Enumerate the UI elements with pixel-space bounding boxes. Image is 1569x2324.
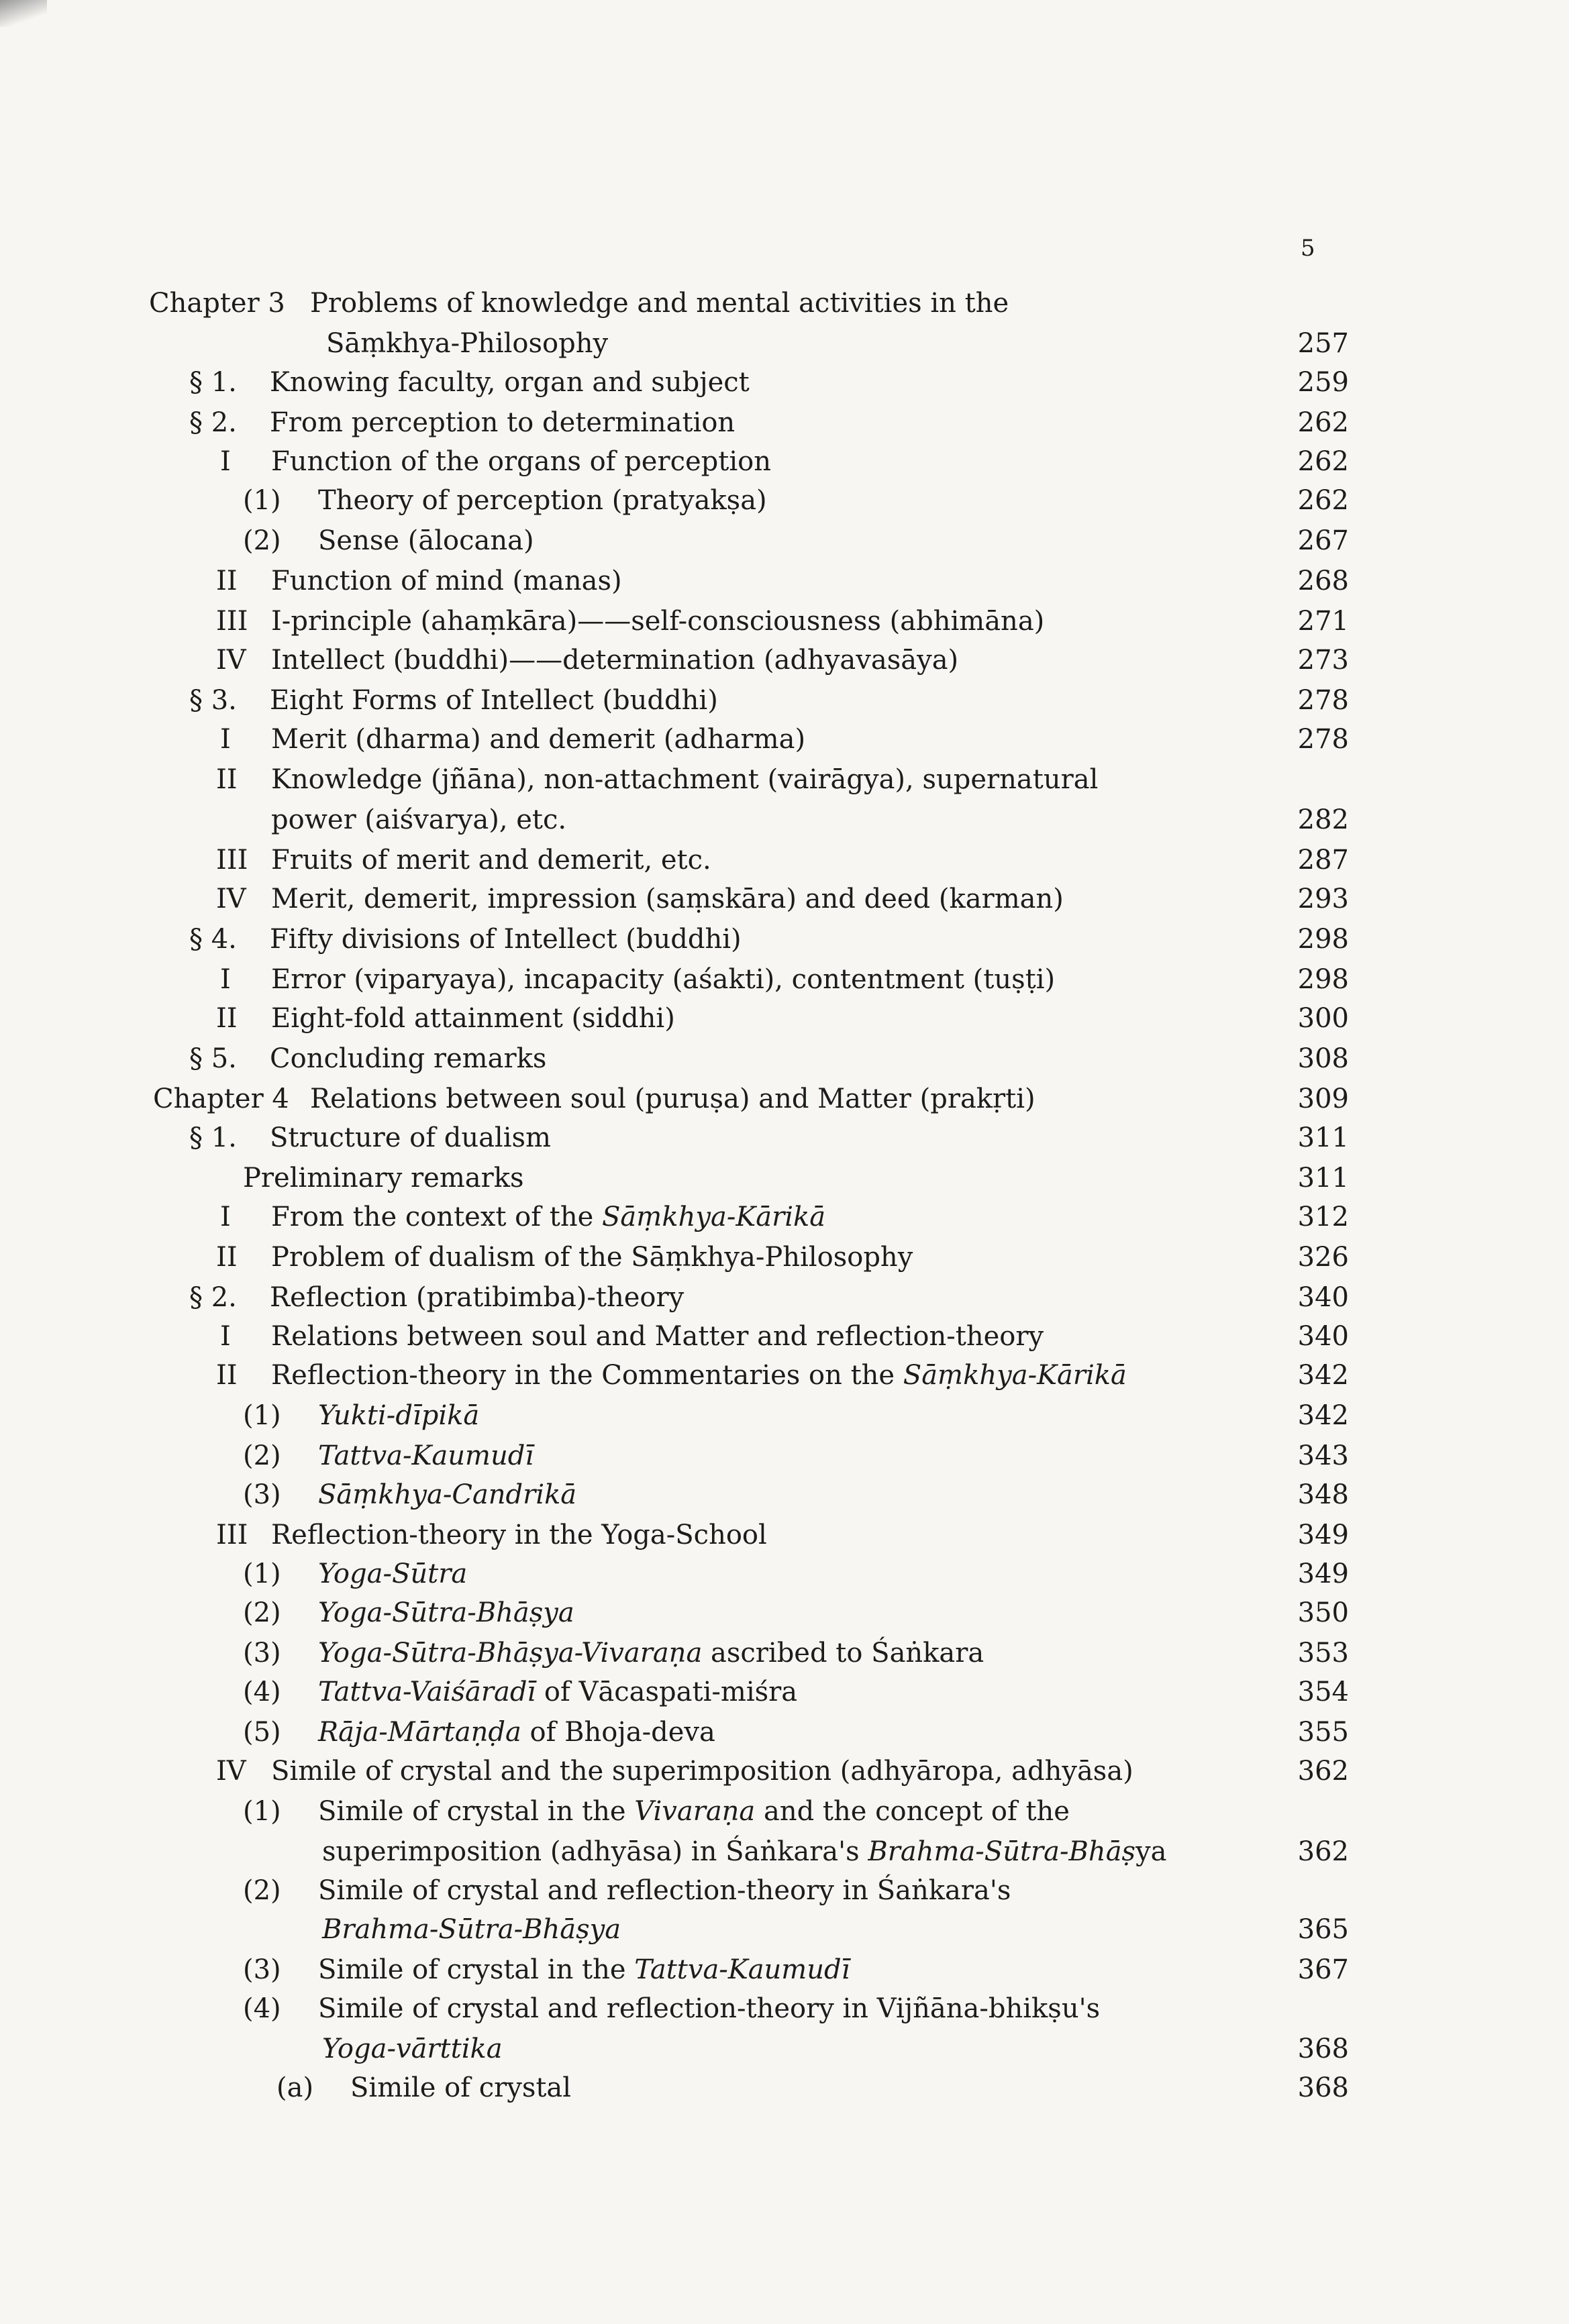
toc-entry — [0, 362, 1569, 403]
toc-entry-page: 311 — [1297, 1122, 1349, 1153]
toc-entry-page: 312 — [1297, 1202, 1349, 1232]
toc-entry-title: Sense (ālocana) — [318, 525, 534, 556]
toc-entry-italic-title: Yoga-Sūtra-Bhāṣya — [318, 1597, 574, 1628]
toc-entry — [0, 1197, 1569, 1237]
toc-entry-title: Reflection (pratibimba)-theory — [270, 1282, 685, 1313]
toc-entry-page: 308 — [1297, 1043, 1349, 1074]
toc-entry-italic-title: Brahma-Sūtra-Bhāṣya — [322, 1914, 621, 1945]
toc-entry-title — [322, 2029, 503, 2069]
toc-entry-page: 257 — [1297, 328, 1349, 359]
toc-entry-marker: § 3. — [189, 685, 237, 716]
toc-entry-italic-title: Yukti-dīpikā — [318, 1400, 480, 1431]
toc-entry-marker: II — [216, 1360, 238, 1391]
toc-entry-page: 282 — [1297, 804, 1349, 835]
toc-entry-marker: II — [216, 1003, 238, 1034]
toc-entry-italic-title: Yoga-Sūtra — [318, 1559, 468, 1589]
toc-entry-italic-title: Tattva-Kaumudī — [634, 1954, 850, 1985]
toc-entry-title: From the context of the Sāṃkhya-Kārikā — [271, 1202, 826, 1232]
toc-entry-marker: § 4. — [189, 924, 237, 955]
toc-entry-page: 262 — [1297, 446, 1349, 477]
toc-entry-marker: § 1. — [189, 1122, 237, 1153]
toc-entry — [0, 879, 1569, 919]
toc-entry-title: Yoga-Sūtra-Bhāṣya-Vivaraṇa ascribed to Śaṅkara — [318, 1638, 984, 1669]
toc-entry-title — [318, 1436, 534, 1476]
toc-entry — [0, 759, 1569, 800]
toc-entry — [0, 2029, 1569, 2069]
toc-entry-marker: III — [216, 1520, 248, 1550]
toc-entry-page: 367 — [1297, 1954, 1349, 1985]
toc-entry — [0, 323, 1569, 364]
toc-entry-marker: § 5. — [189, 1043, 237, 1074]
toc-entry — [0, 840, 1569, 880]
toc-entry-title: Simile of crystal and the superimposition (adhyāropa, adhyāsa) — [271, 1756, 1133, 1787]
toc-entry — [0, 1515, 1569, 1555]
toc-entry-title — [318, 1395, 479, 1436]
toc-entry-italic-title: Yoga-vārttika — [322, 2034, 503, 2064]
toc-entry-title: I-principle (ahaṃkāra)——self-consciousness (abhimāna) — [271, 606, 1045, 637]
toc-entry-marker: IV — [216, 1756, 246, 1787]
toc-entry-marker: I — [220, 724, 231, 755]
toc-entry-page: 342 — [1297, 1360, 1349, 1391]
toc-entry-page: 368 — [1297, 2072, 1349, 2103]
toc-entry — [0, 1395, 1569, 1436]
toc-entry — [0, 1277, 1569, 1318]
toc-entry-marker: Chapter 3 — [149, 288, 285, 319]
toc-entry — [0, 1950, 1569, 1990]
toc-entry — [0, 2068, 1569, 2108]
toc-entry-title: Knowledge (jñāna), non-attachment (vairāgya), supernatural — [271, 764, 1099, 795]
toc-entry-marker: § 2. — [189, 1282, 237, 1313]
toc-entry-page: 309 — [1297, 1084, 1349, 1114]
toc-entry-page: 342 — [1297, 1400, 1349, 1431]
toc-entry-title: power (aiśvarya), etc. — [271, 804, 567, 835]
toc-entry-title: Preliminary remarks — [243, 1163, 524, 1194]
toc-entry-title: Reflection-theory in the Yoga-School — [271, 1520, 767, 1550]
toc-entry-italic-title: Sāṃkhya-Kārikā — [903, 1360, 1127, 1391]
toc-entry-marker: I — [220, 964, 231, 995]
toc-entry-italic-title: Tattva-Kaumudī — [318, 1440, 534, 1471]
toc-entry-marker: (3) — [243, 1638, 281, 1669]
toc-entry-italic-title: Rāja-Mārtaṇḍa — [318, 1717, 521, 1748]
toc-entry-page: 271 — [1297, 606, 1349, 637]
toc-entry-marker: II — [216, 1242, 238, 1273]
toc-entry-marker: II — [216, 566, 238, 596]
toc-entry-page: 340 — [1297, 1282, 1349, 1313]
toc-entry-italic-title: Yoga-Sūtra-Bhāṣya-Vivaraṇa — [318, 1638, 703, 1669]
toc-entry — [0, 1039, 1569, 1079]
toc-entry — [0, 1751, 1569, 1791]
toc-entry — [0, 1554, 1569, 1594]
toc-entry — [0, 1672, 1569, 1712]
toc-entry-title: Intellect (buddhi)——determination (adhyavasāya) — [271, 645, 959, 676]
toc-entry-page: 267 — [1297, 525, 1349, 556]
toc-entry-marker: § 1. — [189, 367, 237, 398]
toc-entry-title: Structure of dualism — [270, 1122, 551, 1153]
toc-entry — [0, 480, 1569, 521]
toc-entry-page: 362 — [1297, 1836, 1349, 1867]
toc-entry — [0, 1832, 1569, 1872]
toc-entry-italic-title: Tattva-Vaiśāradī — [318, 1677, 536, 1707]
toc-entry — [0, 800, 1569, 840]
toc-entry-page: 349 — [1297, 1520, 1349, 1550]
toc-entry-marker: (1) — [243, 1796, 281, 1827]
toc-entry-page: 278 — [1297, 724, 1349, 755]
toc-entry-title: Simile of crystal in the Tattva-Kaumudī — [318, 1954, 850, 1985]
toc-entry-marker: (3) — [243, 1954, 281, 1985]
toc-entry-title: From perception to determination — [270, 407, 736, 438]
toc-entry-page: 340 — [1297, 1321, 1349, 1352]
toc-entry-title: Fifty divisions of Intellect (buddhi) — [270, 924, 742, 955]
toc-entry-title: Error (viparyaya), incapacity (aśakti), contentment (tuṣṭi) — [271, 964, 1056, 995]
toc-entry — [0, 959, 1569, 1000]
toc-entry-marker: (2) — [243, 1440, 281, 1471]
toc-entry-marker: (2) — [243, 1597, 281, 1628]
toc-entry-marker: I — [220, 446, 231, 477]
toc-entry-marker: (2) — [243, 525, 281, 556]
toc-entry-page: 326 — [1297, 1242, 1349, 1273]
toc-entry-page: 355 — [1297, 1717, 1349, 1748]
toc-entry-page: 268 — [1297, 566, 1349, 596]
toc-entry — [0, 1237, 1569, 1277]
toc-entry — [0, 1079, 1569, 1119]
toc-entry — [0, 1355, 1569, 1395]
toc-entry-title: Sāṃkhya-Philosophy — [326, 328, 609, 359]
toc-entry-page: 262 — [1297, 485, 1349, 516]
toc-entry-title: Problems of knowledge and mental activities in the — [310, 288, 1009, 319]
toc-entry-title: Relations between soul and Matter and reflection-theory — [271, 1321, 1044, 1352]
toc-entry-italic-title: Brahma-Sūtra-Bhāṣ — [868, 1836, 1136, 1867]
toc-entry-marker: III — [216, 606, 248, 637]
toc-entry-marker: (1) — [243, 1400, 281, 1431]
toc-entry-marker: I — [220, 1321, 231, 1352]
toc-entry — [0, 403, 1569, 443]
toc-entry-title: Concluding remarks — [270, 1043, 547, 1074]
toc-entry-page: 298 — [1297, 924, 1349, 955]
toc-entry-page: 362 — [1297, 1756, 1349, 1787]
toc-entry — [0, 1712, 1569, 1752]
toc-entry-title: Merit (dharma) and demerit (adharma) — [271, 724, 806, 755]
toc-entry — [0, 521, 1569, 561]
toc-entry — [0, 561, 1569, 601]
toc-entry-marker: (4) — [243, 1677, 281, 1707]
toc-entry-marker: (2) — [243, 1875, 281, 1906]
toc-entry-page: 287 — [1297, 845, 1349, 876]
toc-entry-page: 350 — [1297, 1597, 1349, 1628]
toc-entry — [0, 919, 1569, 959]
toc-entry-page: 349 — [1297, 1559, 1349, 1589]
toc-entry — [0, 998, 1569, 1039]
toc-entry-title: Reflection-theory in the Commentaries on the Sāṃkhya-Kārikā — [271, 1360, 1127, 1391]
toc-entry-title: Rāja-Mārtaṇḍa of Bhoja-deva — [318, 1717, 715, 1748]
toc-entry — [0, 1870, 1569, 1911]
toc-entry — [0, 283, 1569, 323]
toc-entry-marker: IV — [216, 645, 246, 676]
toc-entry-title: Function of the organs of perception — [271, 446, 771, 477]
toc-entry-title: Merit, demerit, impression (saṃskāra) and deed (karman) — [271, 884, 1064, 914]
toc-entry-title: superimposition (adhyāsa) in Śaṅkara's Brahma-Sūtra-Bhāṣya — [322, 1836, 1167, 1867]
toc-entry-title: Simile of crystal — [350, 2072, 572, 2103]
toc-entry-title: Simile of crystal in the Vivaraṇa and the concept of the — [318, 1796, 1070, 1827]
toc-entry-marker: (1) — [243, 485, 281, 516]
toc-entry-marker: IV — [216, 884, 246, 914]
toc-entry-title: Tattva-Vaiśāradī of Vācaspati-miśra — [318, 1677, 798, 1707]
toc-entry-marker: I — [220, 1202, 231, 1232]
toc-entry-page: 348 — [1297, 1479, 1349, 1510]
toc-entry — [0, 601, 1569, 641]
toc-entry — [0, 1118, 1569, 1158]
toc-entry — [0, 1316, 1569, 1357]
toc-entry — [0, 1909, 1569, 1950]
toc-entry — [0, 1633, 1569, 1673]
toc-entry-page: 368 — [1297, 2034, 1349, 2064]
toc-entry-marker: (3) — [243, 1479, 281, 1510]
toc-entry — [0, 1593, 1569, 1633]
toc-entry-title — [318, 1593, 574, 1633]
toc-entry-page: 343 — [1297, 1440, 1349, 1471]
toc-entry-page: 353 — [1297, 1638, 1349, 1669]
toc-entry — [0, 441, 1569, 482]
toc-entry-title: Problem of dualism of the Sāṃkhya-Philosophy — [271, 1242, 913, 1273]
toc-entry-page: 300 — [1297, 1003, 1349, 1034]
page-number: 5 — [1301, 235, 1315, 262]
toc-entry — [0, 680, 1569, 721]
toc-entry-page: 354 — [1297, 1677, 1349, 1707]
toc-entry-title — [322, 1909, 621, 1950]
toc-entry-page: 262 — [1297, 407, 1349, 438]
toc-entry-page: 311 — [1297, 1163, 1349, 1194]
toc-entry — [0, 1436, 1569, 1476]
toc-entry — [0, 640, 1569, 680]
toc-entry — [0, 1475, 1569, 1515]
toc-entry-title: Theory of perception (pratyakṣa) — [318, 485, 767, 516]
toc-entry-italic-title: Sāṃkhya-Candrikā — [318, 1479, 577, 1510]
toc-entry-marker: (a) — [276, 2072, 314, 2103]
toc-entry-title: Eight Forms of Intellect (buddhi) — [270, 685, 718, 716]
toc-entry — [0, 1158, 1569, 1198]
toc-entry — [0, 1791, 1569, 1832]
toc-entry — [0, 1989, 1569, 2029]
toc-entry-italic-title: Sāṃkhya-Kārikā — [602, 1202, 826, 1232]
toc-entry-title: Relations between soul (puruṣa) and Matter (prakṛti) — [310, 1084, 1035, 1114]
toc-entry-title: Knowing faculty, organ and subject — [270, 367, 750, 398]
toc-entry-title — [318, 1475, 576, 1515]
toc-entry-page: 273 — [1297, 645, 1349, 676]
toc-entry-title: Eight-fold attainment (siddhi) — [271, 1003, 675, 1034]
toc-entry-title: Simile of crystal and reflection-theory in Śaṅkara's — [318, 1875, 1011, 1906]
toc-entry-marker: (1) — [243, 1559, 281, 1589]
toc-entry-marker: Chapter 4 — [153, 1084, 289, 1114]
toc-entry-page: 259 — [1297, 367, 1349, 398]
toc-entry-marker: (5) — [243, 1717, 281, 1748]
toc-entry-marker: II — [216, 764, 238, 795]
toc-entry-title: Function of mind (manas) — [271, 566, 622, 596]
toc-entry — [0, 719, 1569, 759]
toc-entry-title — [318, 1554, 467, 1594]
toc-entry-page: 293 — [1297, 884, 1349, 914]
toc-entry-page: 365 — [1297, 1914, 1349, 1945]
toc-entry-marker: § 2. — [189, 407, 237, 438]
toc-entry-marker: III — [216, 845, 248, 876]
toc-entry-page: 298 — [1297, 964, 1349, 995]
toc-entry-marker: (4) — [243, 1993, 281, 2024]
toc-entry-italic-title: Vivaraṇa — [634, 1796, 756, 1827]
toc-entry-title: Fruits of merit and demerit, etc. — [271, 845, 711, 876]
toc-entry-title: Simile of crystal and reflection-theory in Vijñāna-bhikṣu's — [318, 1993, 1101, 2024]
toc-entry-page: 278 — [1297, 685, 1349, 716]
